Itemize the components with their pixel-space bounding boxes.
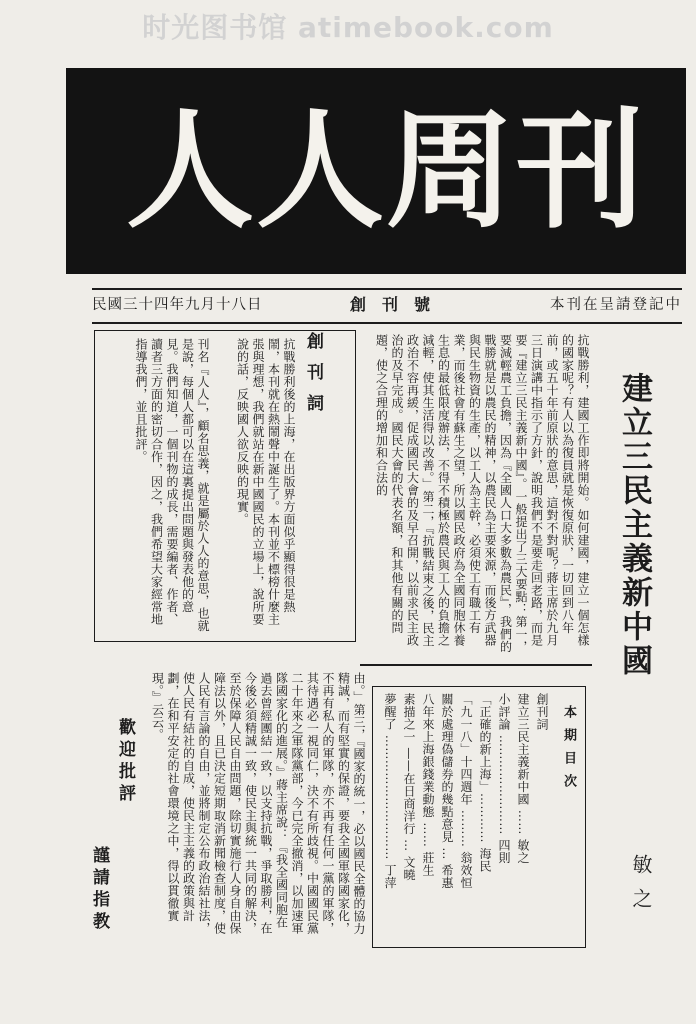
issue-date: 民國三十四年九月十八日 [92,297,263,313]
toc-item: 八年來上海銀錢業動態 …… 莊生 [421,693,435,877]
rule-middle [360,664,592,666]
table-of-contents [372,686,586,948]
toc-item: 「九一八」十四週年 ……… 翁效恒 [459,693,473,890]
main-article-author: 敏之 [629,854,653,922]
toc-item: 夢醒了 ………………………… 丁萍 [383,693,397,890]
main-article-lower-text: 由。」第三，『國家的統一，必以國民全體的協力精誠，而有堅實的保證，要我全國軍隊國家化，不再有私人的軍隊，亦不再有任何一黨的軍隊，其待遇必一視同仁，決不有所歧視。中國國民黨二十年來之軍隊黨部，今已完全撤消，以加速軍隊國家化的進展。』蔣主席說：『我全國同胞在過去曾經團結一致，以支持抗戰，爭取勝利，在今後必須精誠一致，使民主與統一共同的解決，至於保障人民自由問題，除切實施行人身自由保障法以外，且已決定短期取消新聞檢查制度，使人民有言論的自由，並將制定公布政治結社法，使人民有結社的自成，使民主主義的政策與計劃，在和平安定的社會環境之中，得以貫徹實現。』云云。 [150,672,366,935]
main-article-upper-text: 抗戰勝利，建國工作即將開始。如何建國，建立一個怎樣的國家呢？有人以為復員就是恢復原狀，一切回到八年前，或五十年前原狀的意思，這對不對呢？蔣主席於九月三日演講中指示了方針，說明我們不是要走回老路，而是要『建立三民主義新中國』。一般提出了三大要點：第一，要減輕農工負擔，因為『全國人口大多數為農民』，我們的戰勝就是以農民的精神，以農民為主要來源，而後方武器與民生物資的生產，以工人為主幹，必須使工有職工有業，而後社會有蘇生之望，所以國民政府為全國同胞休養生息的最低限度辦法，不得不積極於農民與工人的負擔之減輕，使其生活得以改善。」第二，『抗戰結束之後，民主政治不容再緩，促成國民大會的及早召開，以前求民主政治的及早完成。國民大會的代表名額，和其他有關的問題，使之合理的增加和合法的 [374,334,590,653]
editorial-heading: 創刊詞 [303,332,323,425]
editorial-text-2: 刊名『人人』，顧名思義，就是屬於人人的意思，也就是說，每個人都可以在這裏提出問題與發表他的意見。我們知道，一個刊物的成長，需要編者、作者、讀者三方面的密切合作，因之，我們希望大家經常地指導我們，並且批評。 [134,338,210,632]
masthead-title: 人人周刊 [126,96,647,246]
rule-info [92,322,682,324]
issue-label: 創刊號 [350,295,447,314]
toc-title: 本期目次 [561,705,576,797]
rule-top [92,288,682,290]
toc-item: 小評論 …………………… 四則 [497,693,511,865]
masthead [66,68,686,274]
registration-note: 本刊在呈請登記中 [550,297,682,313]
toc-item: 創刊詞 [535,693,549,731]
welcome-criticism: 歡迎批評 [115,718,135,806]
toc-items [381,693,551,937]
toc-item: 關於處理偽儲券的幾點意見 … 希惠 [440,693,454,890]
toc-item: 「正確的新上海」………… 海民 [478,693,492,873]
editorial-text-1: 抗戰勝利後的上海，在出版界方面似乎顯得很是熱鬧，本刊就在熱鬧聲中誕生了。本刊並不標榜什麼主張與理想，我們就站在新中國國民的立場上，說所要說的話，反映國人欲反映的現實。 [235,338,296,626]
welcome-guidance: 謹請指教 [89,846,109,934]
toc-item: 素描之一 ——在日商洋行 … 文曉 [402,693,416,881]
watermark: 时光图书馆 atimebook.com [142,11,554,44]
issue-info-row [92,290,682,320]
toc-item: 建立三民主義新中國 …… 敏之 [516,693,530,865]
main-article-headline: 建立三民主義新中國 [616,372,652,678]
